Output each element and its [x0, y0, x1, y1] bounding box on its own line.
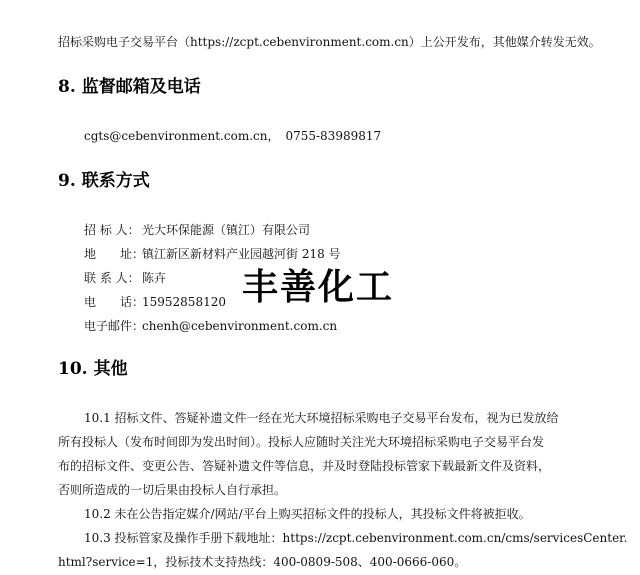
contact-value: 镇江新区新材料产业园越河街 218 号 — [142, 247, 341, 261]
contact-label: 联 系 人： — [84, 271, 140, 285]
paragraph-10-1-line: 否则所造成的一切后果由投标人自行承担。 — [58, 483, 287, 497]
section-10-heading — [58, 358, 128, 380]
watermark-text: 丰善化工 — [242, 267, 395, 308]
contact-row-phone — [84, 294, 226, 310]
paragraph-10-1-line: 所有投标人（发布时间即为发出时间）。投标人应随时关注光大环境招标采购电子交易平台发 — [58, 435, 545, 449]
contact-row-address — [84, 246, 341, 262]
paragraph-10-1-line: 10.1 招标文件、答疑补遗文件一经在光大环境招标采购电子交易平台发布，视为已发放给 — [84, 411, 559, 425]
contact-label: 地 址： — [84, 247, 145, 261]
section-10-title: 其他 — [93, 359, 128, 379]
contact-label: 电 话： — [84, 295, 145, 309]
section-9-number: 9. — [58, 171, 76, 191]
contact-value: chenh@cebenvironment.com.cn — [142, 319, 338, 333]
section-10-number: 10. — [58, 359, 88, 379]
contact-label: 招 标 人： — [84, 223, 140, 237]
paragraph-10-3-line: html?service=1，投标技术支持热线：400-0809-508、400-0666-060。 — [58, 555, 467, 569]
paragraph-10-3-line: 10.3 投标管家及操作手册下载地址：https://zcpt.cebenvironment.com.cn/cms/servicesCenter. — [84, 531, 628, 545]
intro-line: 招标采购电子交易平台（https://zcpt.cebenvironment.com.cn）上公开发布，其他媒介转发无效。 — [58, 35, 601, 49]
section-8-heading — [58, 76, 201, 98]
paragraph-10-1-line: 布的招标文件、变更公告、答疑补遗文件等信息，并及时登陆投标管家下载最新文件及资料， — [58, 459, 551, 473]
section-9-title: 联系方式 — [81, 171, 150, 191]
contact-value: 陈卉 — [142, 271, 167, 285]
section-9-heading — [58, 170, 150, 192]
section-8-title: 监督邮箱及电话 — [81, 77, 201, 97]
contact-label: 电子邮件： — [84, 319, 145, 333]
contact-value: 15952858120 — [142, 295, 226, 309]
paragraph-10-2: 10.2 未在公告指定媒介/网站/平台上购买招标文件的投标人，其投标文件将被拒收。 — [84, 507, 531, 521]
contact-value: 光大环保能源（镇江）有限公司 — [142, 223, 311, 237]
contact-row-bidder — [84, 222, 310, 238]
contact-row-person — [84, 270, 166, 286]
section-8-number: 8. — [58, 77, 76, 97]
supervision-contact: cgts@cebenvironment.com.cn， 0755-83989817 — [84, 129, 382, 143]
contact-row-email — [84, 318, 337, 334]
